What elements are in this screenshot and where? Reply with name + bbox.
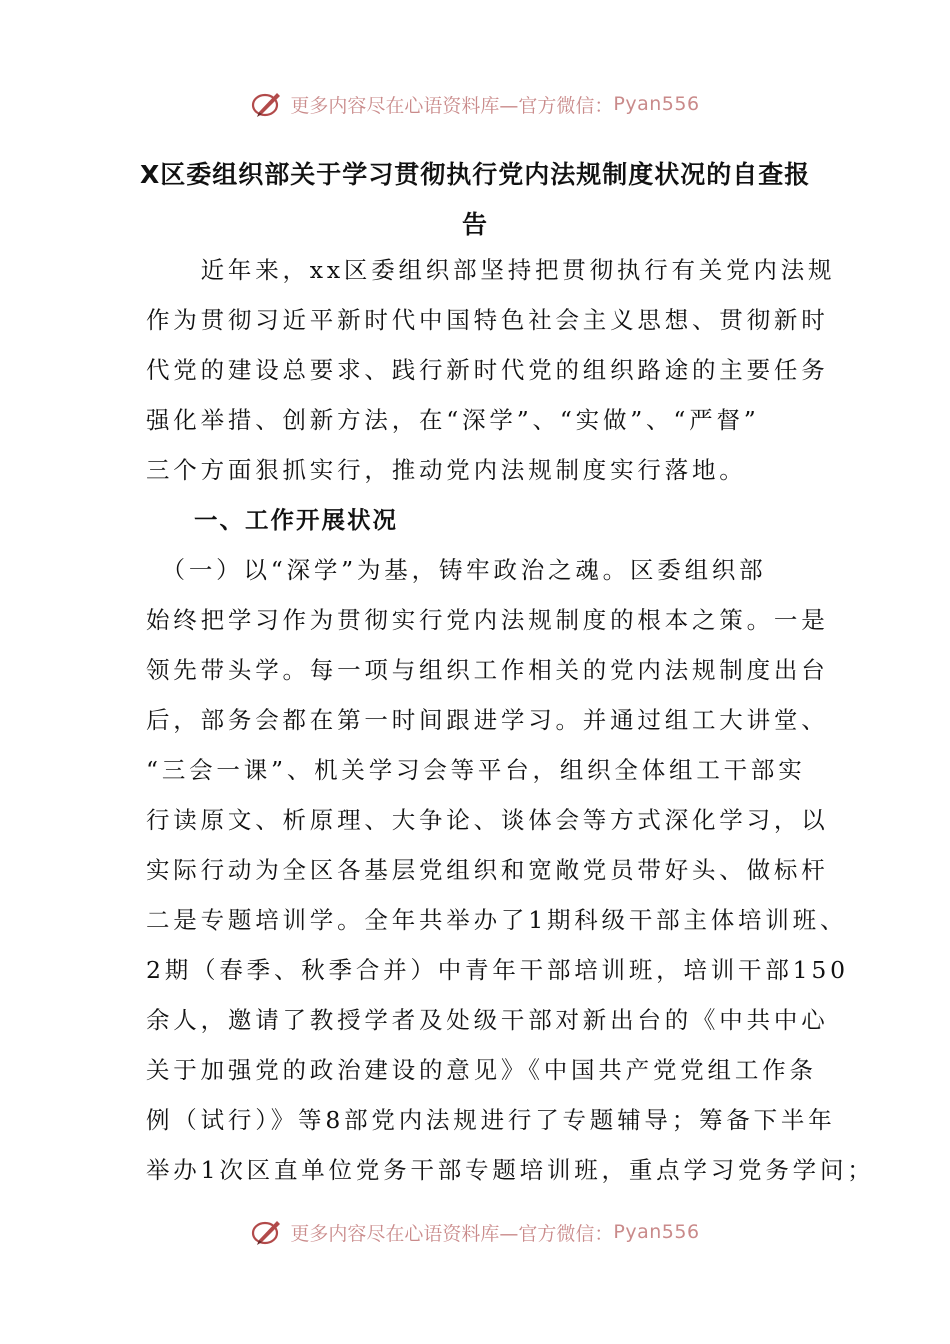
title-line-1: X区委组织部关于学习贯彻执行党内法规制度状况的自查报 [140,160,811,189]
body-line: 行读原文、析原理、大争论、谈体会等方式深化学习，以 [146,806,829,834]
pen-logo-icon [250,87,284,121]
watermark-header [0,84,950,124]
watermark-handle: Pyan556 [613,1221,700,1243]
body-line: 始终把学习作为贯彻实行党内法规制度的根本之策。一是 [146,606,829,634]
watermark-handle: Pyan556 [613,93,700,115]
body-line: 三个方面狠抓实行，推动党内法规制度实行落地。 [146,456,747,484]
body-line: 例（试行）》等8部党内法规进行了专题辅导；筹备下半年 [146,1106,836,1134]
body-line: 举办1次区直单位党务干部专题培训班，重点学习党务学问； [146,1156,875,1184]
body-line: 领先带头学。每一项与组织工作相关的党内法规制度出台 [146,656,829,684]
body-line: （一）以“深学”为基，铸牢政治之魂。区委组织部 [146,556,767,584]
body-line: 二是专题培训学。全年共举办了1期科级干部主体培训班、 [146,906,848,934]
watermark-footer [0,1212,950,1252]
body-line: 余人，邀请了教授学者及处级干部对新出台的《中共中心 [146,1006,829,1034]
body-line: “三会一课”、机关学习会等平台，组织全体组工干部实 [146,756,806,784]
section-heading: 一、工作开展状况 [194,506,398,534]
body-line: 关于加强党的政治建设的意见》《中国共产党党组工作条 [146,1056,817,1084]
body-line: 强化举措、创新方法，在“深学”、“实做”、“严督” [146,406,760,434]
watermark-text: 更多内容尽在心语资料库—官方微信： [290,1222,614,1245]
body-line: 后，部务会都在第一时间跟进学习。并通过组工大讲堂、 [146,706,829,734]
body-line: 实际行动为全区各基层党组织和宽敞党员带好头、做标杆 [146,856,829,884]
body-line: 近年来，xx区委组织部坚持把贯彻执行有关党内法规 [146,256,836,284]
document-title [140,150,810,250]
pen-logo-icon [250,1215,284,1249]
title-line-2: 告 [461,210,488,239]
body-line: 2期（春季、秋季合并）中青年干部培训班，培训干部150 [146,956,849,984]
watermark-text: 更多内容尽在心语资料库—官方微信： [290,94,614,117]
body-line: 作为贯彻习近平新时代中国特色社会主义思想、贯彻新时 [146,306,829,334]
document-body [146,245,875,1195]
body-line: 代党的建设总要求、践行新时代党的组织路途的主要任务 [146,356,829,384]
